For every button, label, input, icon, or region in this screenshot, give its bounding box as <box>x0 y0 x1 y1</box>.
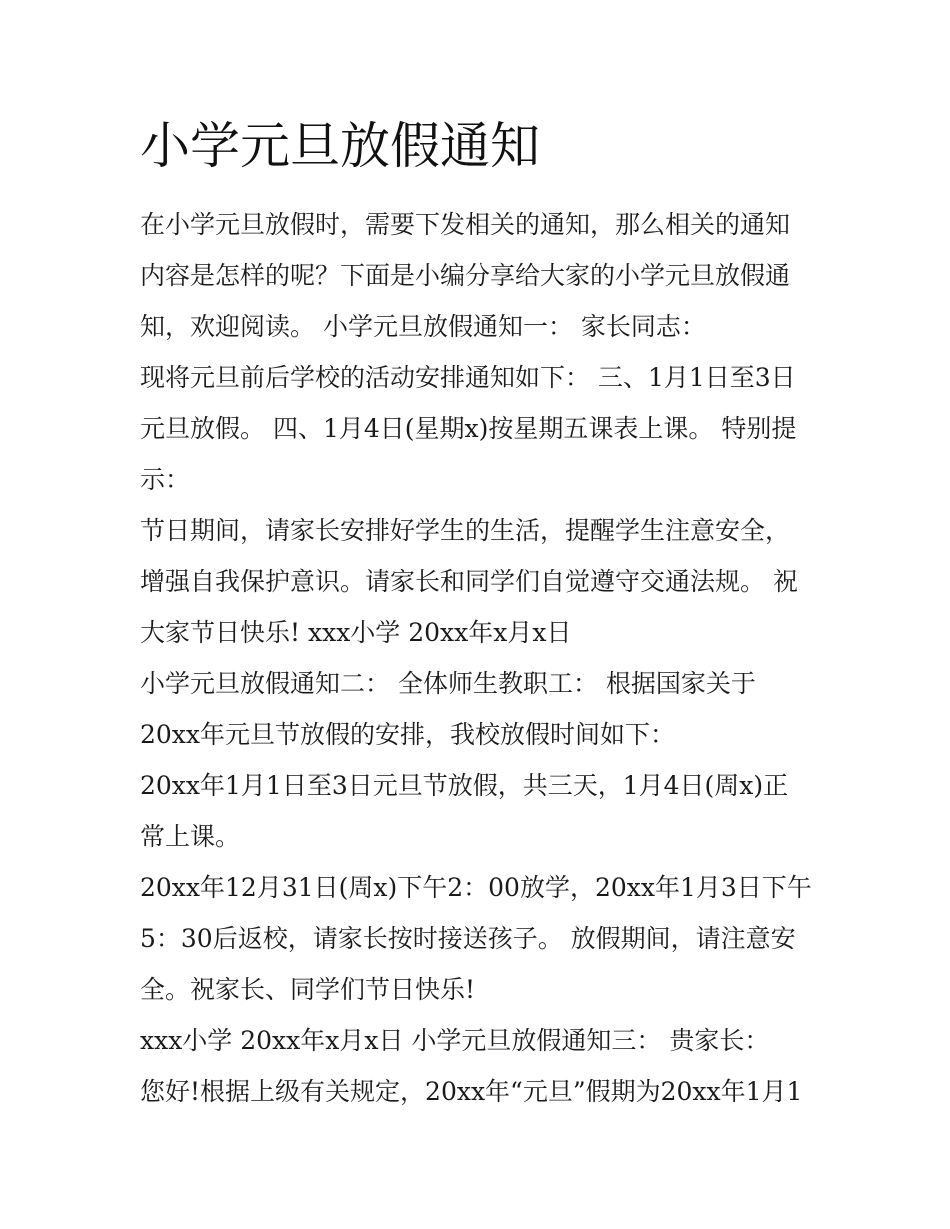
paragraph-notice-three: xxx小学 20xx年x月x日 小学元旦放假通知三： 贵家长： <box>140 1026 770 1055</box>
paragraph-notice-two: 小学元旦放假通知二： 全体师生教职工： 根据国家关于20xx年元旦节放假的安排，我校放假时间如下： <box>140 669 756 749</box>
paragraph-schedule: 现将元旦前后学校的活动安排通知如下： 三、1月1日至3日元旦放假。 四、1月4日(星期x)按星期五课表上课。 特别提示： <box>140 363 797 494</box>
paragraph-dismissal: 20xx年12月31日(周x)下午2：00放学，20xx年1月3日下午5：30后返校，请家长按时接送孩子。 放假期间，请注意安全。祝家长、同学们节日快乐! <box>140 873 812 1004</box>
paragraph-holiday-dates: 20xx年1月1日至3日元旦节放假，共三天，1月4日(周x)正常上课。 <box>140 771 789 851</box>
paragraph-greeting: 您好!根据上级有关规定，20xx年“元旦”假期为20xx年1月1 <box>140 1077 803 1106</box>
paragraph-intro: 在小学元旦放假时，需要下发相关的通知，那么相关的通知内容是怎样的呢？下面是小编分享给大家的小学元旦放假通知，欢迎阅读。 小学元旦放假通知一： 家长同志： <box>140 210 791 341</box>
page-title: 小学元旦放假通知 <box>140 117 540 175</box>
document-body <box>140 199 812 1117</box>
paragraph-safety: 节日期间，请家长安排好学生的生活，提醒学生注意安全，增强自我保护意识。请家长和同学们自觉遵守交通法规。 祝大家节日快乐! xxx小学 20xx年x月x日 <box>140 516 798 647</box>
